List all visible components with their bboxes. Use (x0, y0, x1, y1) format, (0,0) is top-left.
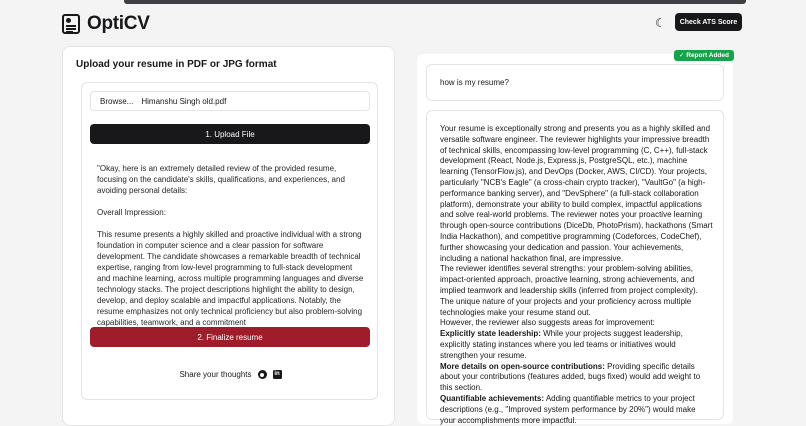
finalize-resume-button[interactable]: 2. Finalize resume (90, 327, 370, 347)
user-question-bubble (426, 64, 724, 101)
assistant-answer-bubble[interactable] (426, 110, 724, 425)
answer-item (440, 362, 713, 394)
moon-icon[interactable]: ☾ (655, 16, 666, 30)
check-ats-score-button[interactable]: Check ATS Score (675, 13, 742, 31)
answer-item-title: Quantifiable achievements: (440, 393, 545, 403)
review-paragraph: "Okay, here is an extremely detailed review of the provided resume, focusing on the candidate's skills, qualifications, and experiences, and avoiding personal details: (97, 164, 345, 195)
upload-panel-title: Upload your resume in PDF or JPG format (76, 59, 277, 70)
resume-icon (62, 14, 80, 34)
file-input[interactable] (90, 91, 370, 111)
answer-item (440, 394, 713, 426)
user-question-text: how is my resume? (440, 78, 509, 87)
review-paragraph: This resume presents a highly skilled and proactive individual with a strong foundation in computer science and a clear passion for software development. The candidate showcases a remarkable breadth of technical expertise, ranging from low-level programming to full-stack development and machine learning, across multiple programming languages and diverse technology stacks. The project descriptions highlight the ability to design, develop, and deploy scalable and impactful applications. Notably, the resume emphasizes not only technical proficiency but also problem-solving capabilities, teamwork, and a commitment (97, 230, 364, 327)
answer-item (440, 329, 713, 361)
upload-panel (62, 46, 395, 426)
report-added-badge: ✓ Report Added (674, 50, 734, 61)
answer-intro: Your resume is exceptionally strong and presents you as a highly skilled and versatile software engineer. The reviewer highlights your impressive breadth of technical skills, encompassing low-level programming (C, C++), full-stack development (React, Node.js, Express.js, PostgreSQL, etc.), machine learning (TensorFlow.js), and DevOps (Docker, AWS, CI/CD). Your projects, particularly "NCB's Eagle" (a cross-chain crypto tracker), "VaultGo" (a high-performance banking server), and "DevSphere" (a full-stack collaboration platform), demonstrate your ability to build complex, impactful applications and solve real-world problems. The reviewer notes your proactive learning through open-source contributions (DiceDb, PhotoPrism), hackathons (Smart India Hackathon), and competitive programming (Codeforces, CodeChef), further showcasing your dedication and passion. Your achievements, including a national hackathon final, are impressive. (440, 124, 713, 263)
answer-item-text: While your projects suggest leadership, explicitly stating instances where you led teams or initiatives would strengthen your resume. (440, 329, 683, 360)
brand-logo[interactable] (62, 13, 150, 35)
answer-strengths: The reviewer identifies several strengths: your problem-solving abilities, impact-oriented approach, proactive learning, strong achievements, and implied teamwork and leadership skills (inferred from project complexity). The unique nature of your projects and your proficiency across multiple technologies make your resume stand out. (440, 264, 698, 317)
linkedin-icon[interactable]: in (274, 371, 280, 377)
review-paragraph: Overall Impression: (97, 208, 166, 217)
answer-item-text: Providing specific details about your contributions (features added, bugs fixed) would add weight to this section. (440, 361, 701, 393)
answer-item-title: More details on open-source contributions: (440, 361, 605, 371)
selected-file-name: Himanshu Singh old.pdf (141, 96, 227, 106)
brand-name: OptiCV (87, 13, 150, 34)
share-label: Share your thoughts (179, 370, 252, 379)
app-header (0, 0, 806, 46)
review-text-scroll[interactable] (97, 163, 367, 327)
browse-button[interactable]: Browse... (100, 96, 134, 106)
github-icon[interactable] (258, 370, 267, 379)
answer-item-title: Explicitly state leadership: (440, 329, 541, 339)
share-feedback-row (82, 370, 379, 379)
upload-form-card (81, 82, 378, 400)
answer-item-text: Adding quantifiable metrics to your project descriptions (e.g., "Improved system performance by 20%") would make your accomplishments more impactful. (440, 393, 696, 425)
upload-file-button[interactable]: 1. Upload File (90, 124, 370, 144)
answer-improvements-intro: However, the reviewer also suggests areas for improvement: (440, 318, 655, 328)
answer-text (440, 124, 713, 426)
